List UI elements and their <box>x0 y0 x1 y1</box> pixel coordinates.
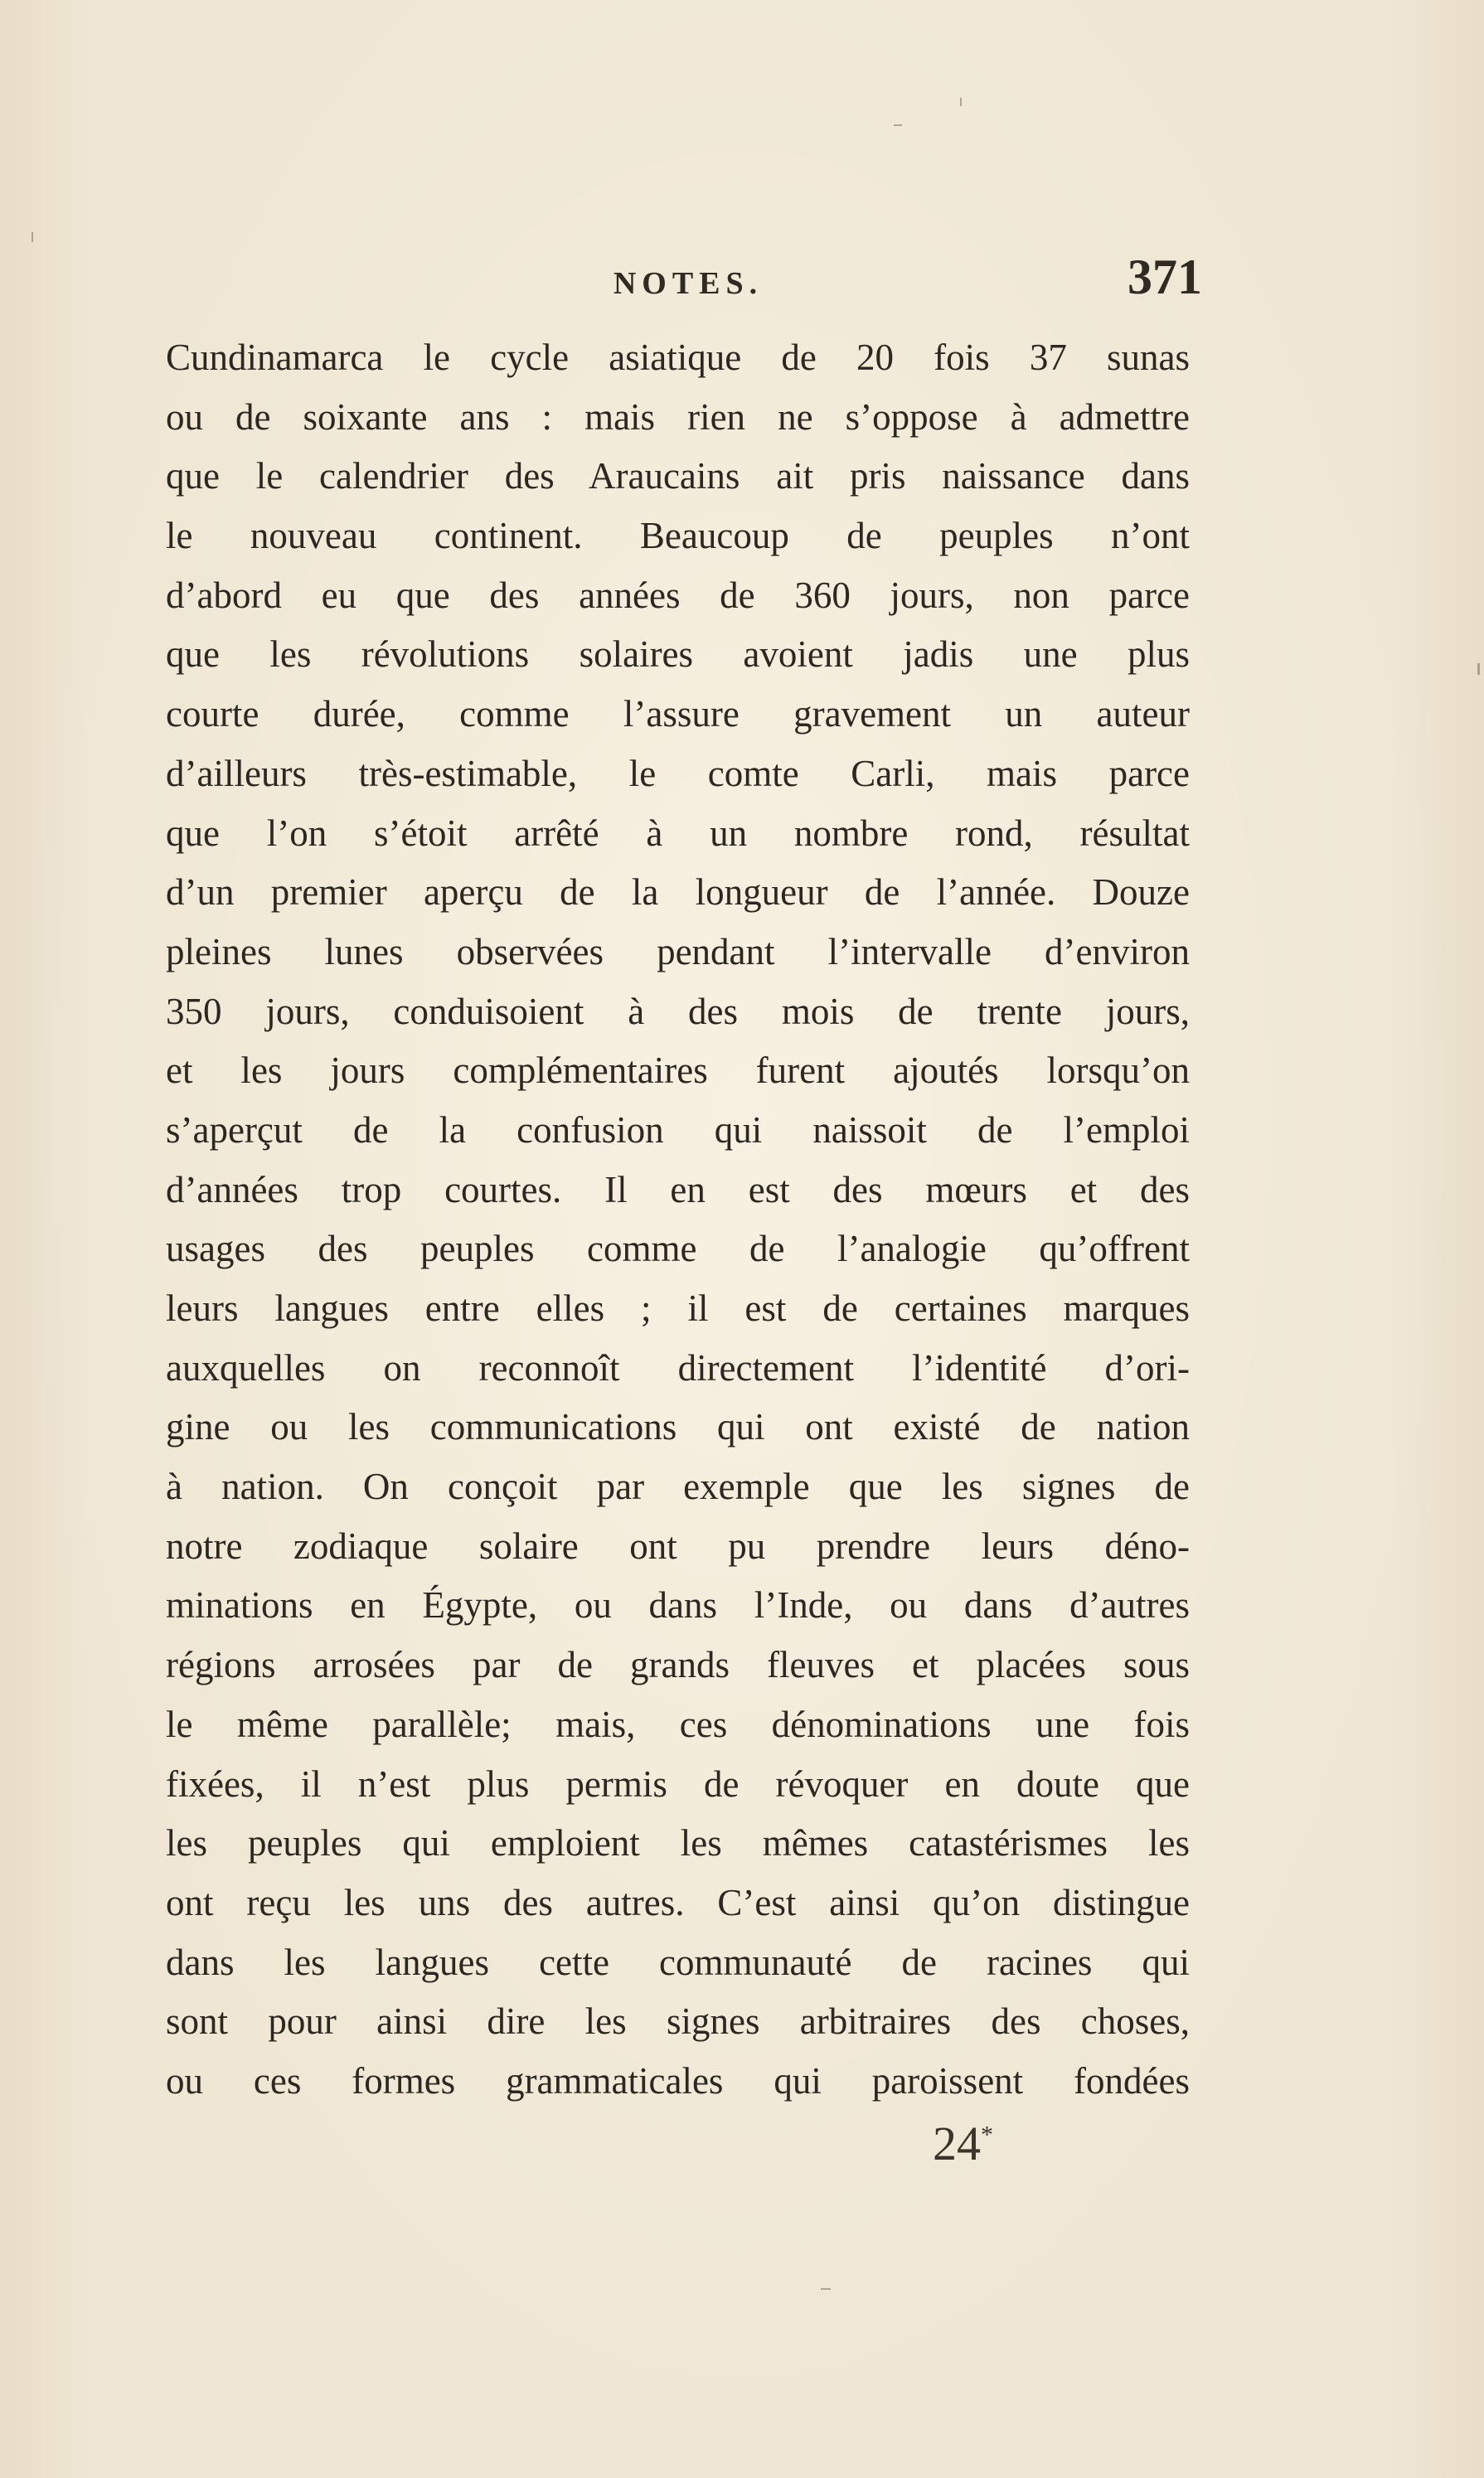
text-line: régions arrosées par de grands fleuves et placées sous <box>166 1644 1190 1686</box>
text-line: dans les langues cette communauté de racines qui <box>166 1941 1190 1983</box>
text-line: sont pour ainsi dire les signes arbitraires des choses, <box>166 2000 1190 2043</box>
paper-speck <box>821 2288 831 2290</box>
text-line: que le calendrier des Araucains ait pris naissance dans <box>166 455 1190 497</box>
body-text <box>166 328 1190 2112</box>
text-line: à nation. On conçoit par exemple que les signes de <box>166 1466 1190 1508</box>
text-line: leurs langues entre elles ; il est de certaines marques <box>166 1287 1190 1329</box>
text-line: d’un premier aperçu de la longueur de l’année. Douze <box>166 871 1190 914</box>
running-head: NOTES. <box>613 266 764 301</box>
paper-speck <box>32 232 33 242</box>
text-line: d’abord eu que des années de 360 jours, non parce <box>166 574 1190 616</box>
text-line: le même parallèle; mais, ces dénominations une fois <box>166 1703 1190 1745</box>
text-line: d’ailleurs très-estimable, le comte Carli, mais parce <box>166 752 1190 794</box>
text-line: que les révolutions solaires avoient jadis une plus <box>166 633 1190 676</box>
text-line: ont reçu les uns des autres. C’est ainsi qu’on distingue <box>166 1881 1190 1923</box>
text-line: ou ces formes grammaticales qui paroissent fondées <box>166 2059 1190 2102</box>
text-line: courte durée, comme l’assure gravement un auteur <box>166 693 1190 735</box>
text-line: usages des peuples comme de l’analogie qu’offrent <box>166 1228 1190 1270</box>
paper-speck <box>960 98 962 106</box>
signature-mark <box>933 2116 993 2171</box>
signature-number: 24 <box>933 2117 981 2170</box>
signature-asterisk: * <box>981 2121 993 2149</box>
text-line: gine ou les communications qui ont existé de nation <box>166 1406 1190 1448</box>
text-line: d’années trop courtes. Il en est des mœurs et des <box>166 1168 1190 1210</box>
paper-speck <box>1477 663 1480 675</box>
text-line: que l’on s’étoit arrêté à un nombre rond, résultat <box>166 812 1190 854</box>
text-line: pleines lunes observées pendant l’intervalle d’environ <box>166 930 1190 972</box>
paper-speck <box>894 124 902 126</box>
text-line: fixées, il n’est plus permis de révoquer en doute que <box>166 1763 1190 1805</box>
text-line: ou de soixante ans : mais rien ne s’oppose à admettre <box>166 395 1190 438</box>
text-line: et les jours complémentaires furent ajoutés lorsqu’on <box>166 1050 1190 1092</box>
text-line: les peuples qui emploient les mêmes catastérismes les <box>166 1822 1190 1865</box>
text-line: auxquelles on reconnoît directement l’identité d’ori- <box>166 1346 1190 1389</box>
text-line: le nouveau continent. Beaucoup de peuples n’ont <box>166 515 1190 557</box>
text-line: minations en Égypte, ou dans l’Inde, ou dans d’autres <box>166 1584 1190 1627</box>
text-line: Cundinamarca le cycle asiatique de 20 fois 37 sunas <box>166 337 1190 378</box>
page-number: 371 <box>1128 250 1202 304</box>
text-line: notre zodiaque solaire ont pu prendre leurs déno- <box>166 1525 1190 1567</box>
text-line: 350 jours, conduisoient à des mois de trente jours, <box>166 990 1190 1032</box>
text-line: s’aperçut de la confusion qui naissoit de l’emploi <box>166 1108 1190 1151</box>
page-header <box>174 249 1202 315</box>
